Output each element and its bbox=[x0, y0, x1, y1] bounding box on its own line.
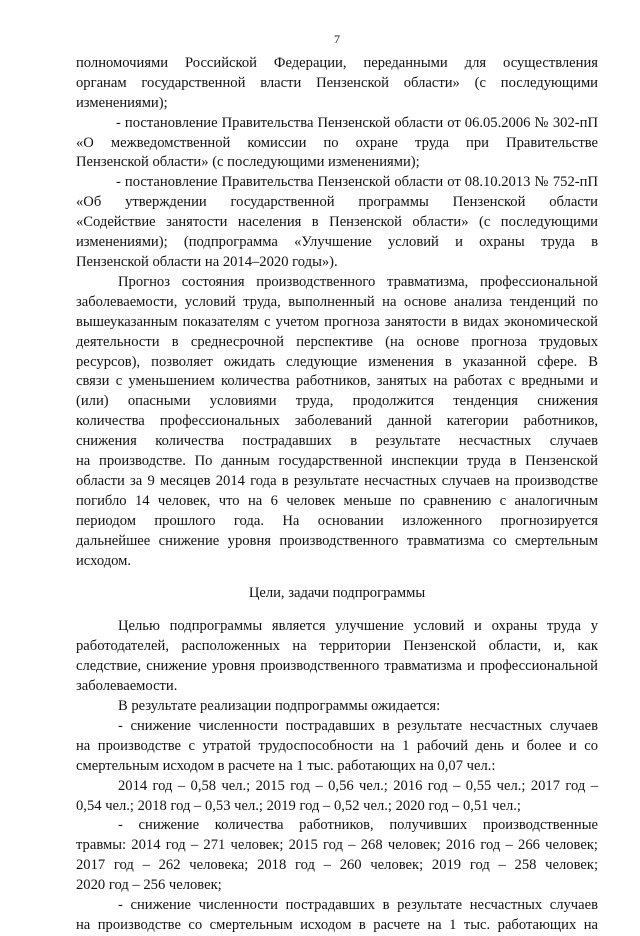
document-page bbox=[76, 30, 598, 936]
text-line: В результате реализации подпрограммы ожидается: bbox=[118, 698, 441, 714]
text-line: Пензенской области на 2014–2020 годы»). bbox=[76, 253, 338, 270]
text-line: травмы: 2014 год – 271 человек; 2015 год – 268 человек; 2016 год – 266 человек; bbox=[76, 837, 598, 854]
text-line: вышеуказанным показателям с учетом прогноза занятости в видах экономической bbox=[76, 313, 598, 330]
text-line: области за 9 месяцев 2014 года в результате несчастных случаев на производстве bbox=[76, 472, 598, 489]
text-line: ресурсов), позволяет ожидать следующие изменения в указанной сфере. В bbox=[76, 353, 598, 370]
text-line: на производстве с утратой трудоспособности на 1 рабочий день и более и со bbox=[76, 737, 598, 754]
text-line: следствие, снижение уровня производственного травматизма и профессиональной bbox=[76, 658, 598, 675]
text-line: Пензенской области» (с последующими изменениями); bbox=[76, 154, 420, 171]
text-line: - постановление Правительства Пензенской области от 06.05.2006 № 302-пП bbox=[116, 114, 598, 131]
page-number: 7 bbox=[334, 32, 340, 46]
text-line: смертельным исходом в расчете на 1 тыс. работающих на 0,07 чел.: bbox=[76, 757, 496, 774]
text-line: Целью подпрограммы является улучшение условий и охраны труда у bbox=[118, 618, 598, 635]
text-line: - снижение численности пострадавших в результате несчастных случаев bbox=[118, 717, 598, 734]
text-line: дальнейшее снижение уровня производственного травматизма со смертельным bbox=[76, 532, 598, 549]
section-heading: Цели, задачи подпрограммы bbox=[248, 585, 426, 602]
text-line: заболеваемости. bbox=[76, 678, 178, 695]
text-line: периодом прошлого года. На основании изложенного прогнозируется bbox=[76, 512, 598, 529]
text-line: заболеваемости, условий труда, выполненный на основе анализа тенденций по bbox=[76, 293, 598, 310]
text-line: «Содействие занятости населения в Пензенской области» (с последующими bbox=[76, 214, 598, 231]
text-line: исходом. bbox=[76, 552, 132, 569]
text-line: (или) опасными условиями труда, продолжится тенденция снижения bbox=[76, 393, 598, 410]
text-line: органам государственной власти Пензенской области» (с последующими bbox=[76, 74, 598, 91]
text-line: - снижение численности пострадавших в результате несчастных случаев bbox=[118, 897, 598, 914]
text-line: 0,54 чел.; 2018 год – 0,53 чел.; 2019 год – 0,52 чел.; 2020 год – 0,51 чел.; bbox=[76, 797, 521, 814]
text-line: изменениями); (подпрограмма «Улучшение условий и охраны труда в bbox=[76, 234, 598, 251]
text-line: 2017 год – 262 человека; 2018 год – 260 человек; 2019 год – 258 человек; bbox=[76, 857, 598, 874]
text-line: 2020 год – 256 человек; bbox=[76, 877, 222, 894]
text-line: снижения количества пострадавших в результате несчастных случаев bbox=[76, 433, 598, 450]
text-line: погибло 14 человек, что на 6 человек меньше по сравнению с аналогичным bbox=[76, 492, 598, 509]
text-line: деятельности в среднесрочной перспективе (на основе прогноза трудовых bbox=[76, 333, 598, 350]
text-line: «Об утверждении государственной программы Пензенской области bbox=[76, 194, 598, 211]
text-line: 2014 год – 0,58 чел.; 2015 год – 0,56 чел.; 2016 год – 0,55 чел.; 2017 год – bbox=[118, 777, 598, 794]
text-line: на производстве. По данным государственной инспекции труда в Пензенской bbox=[76, 453, 598, 470]
text-line: связи с уменьшением количества работников, занятых на работах с вредными и bbox=[76, 373, 598, 390]
text-line: - снижение количества работников, получивших производственные bbox=[118, 817, 598, 834]
text-line: на производстве со смертельным исходом в расчете на 1 тыс. работающих на bbox=[76, 916, 598, 933]
text-line: работодателей, расположенных на территории Пензенской области, и, как bbox=[76, 638, 598, 655]
text-line: полномочиями Российской Федерации, переданными для осуществления bbox=[76, 54, 598, 71]
text-line: - постановление Правительства Пензенской области от 08.10.2013 № 752-пП bbox=[116, 174, 598, 191]
text-line: «О межведомственной комиссии по охране труда при Правительстве bbox=[76, 134, 598, 151]
text-line: Прогноз состояния производственного травматизма, профессиональной bbox=[118, 273, 598, 290]
text-line: количества профессиональных заболеваний данной категории работников, bbox=[76, 413, 598, 430]
text-line: изменениями); bbox=[76, 94, 168, 111]
